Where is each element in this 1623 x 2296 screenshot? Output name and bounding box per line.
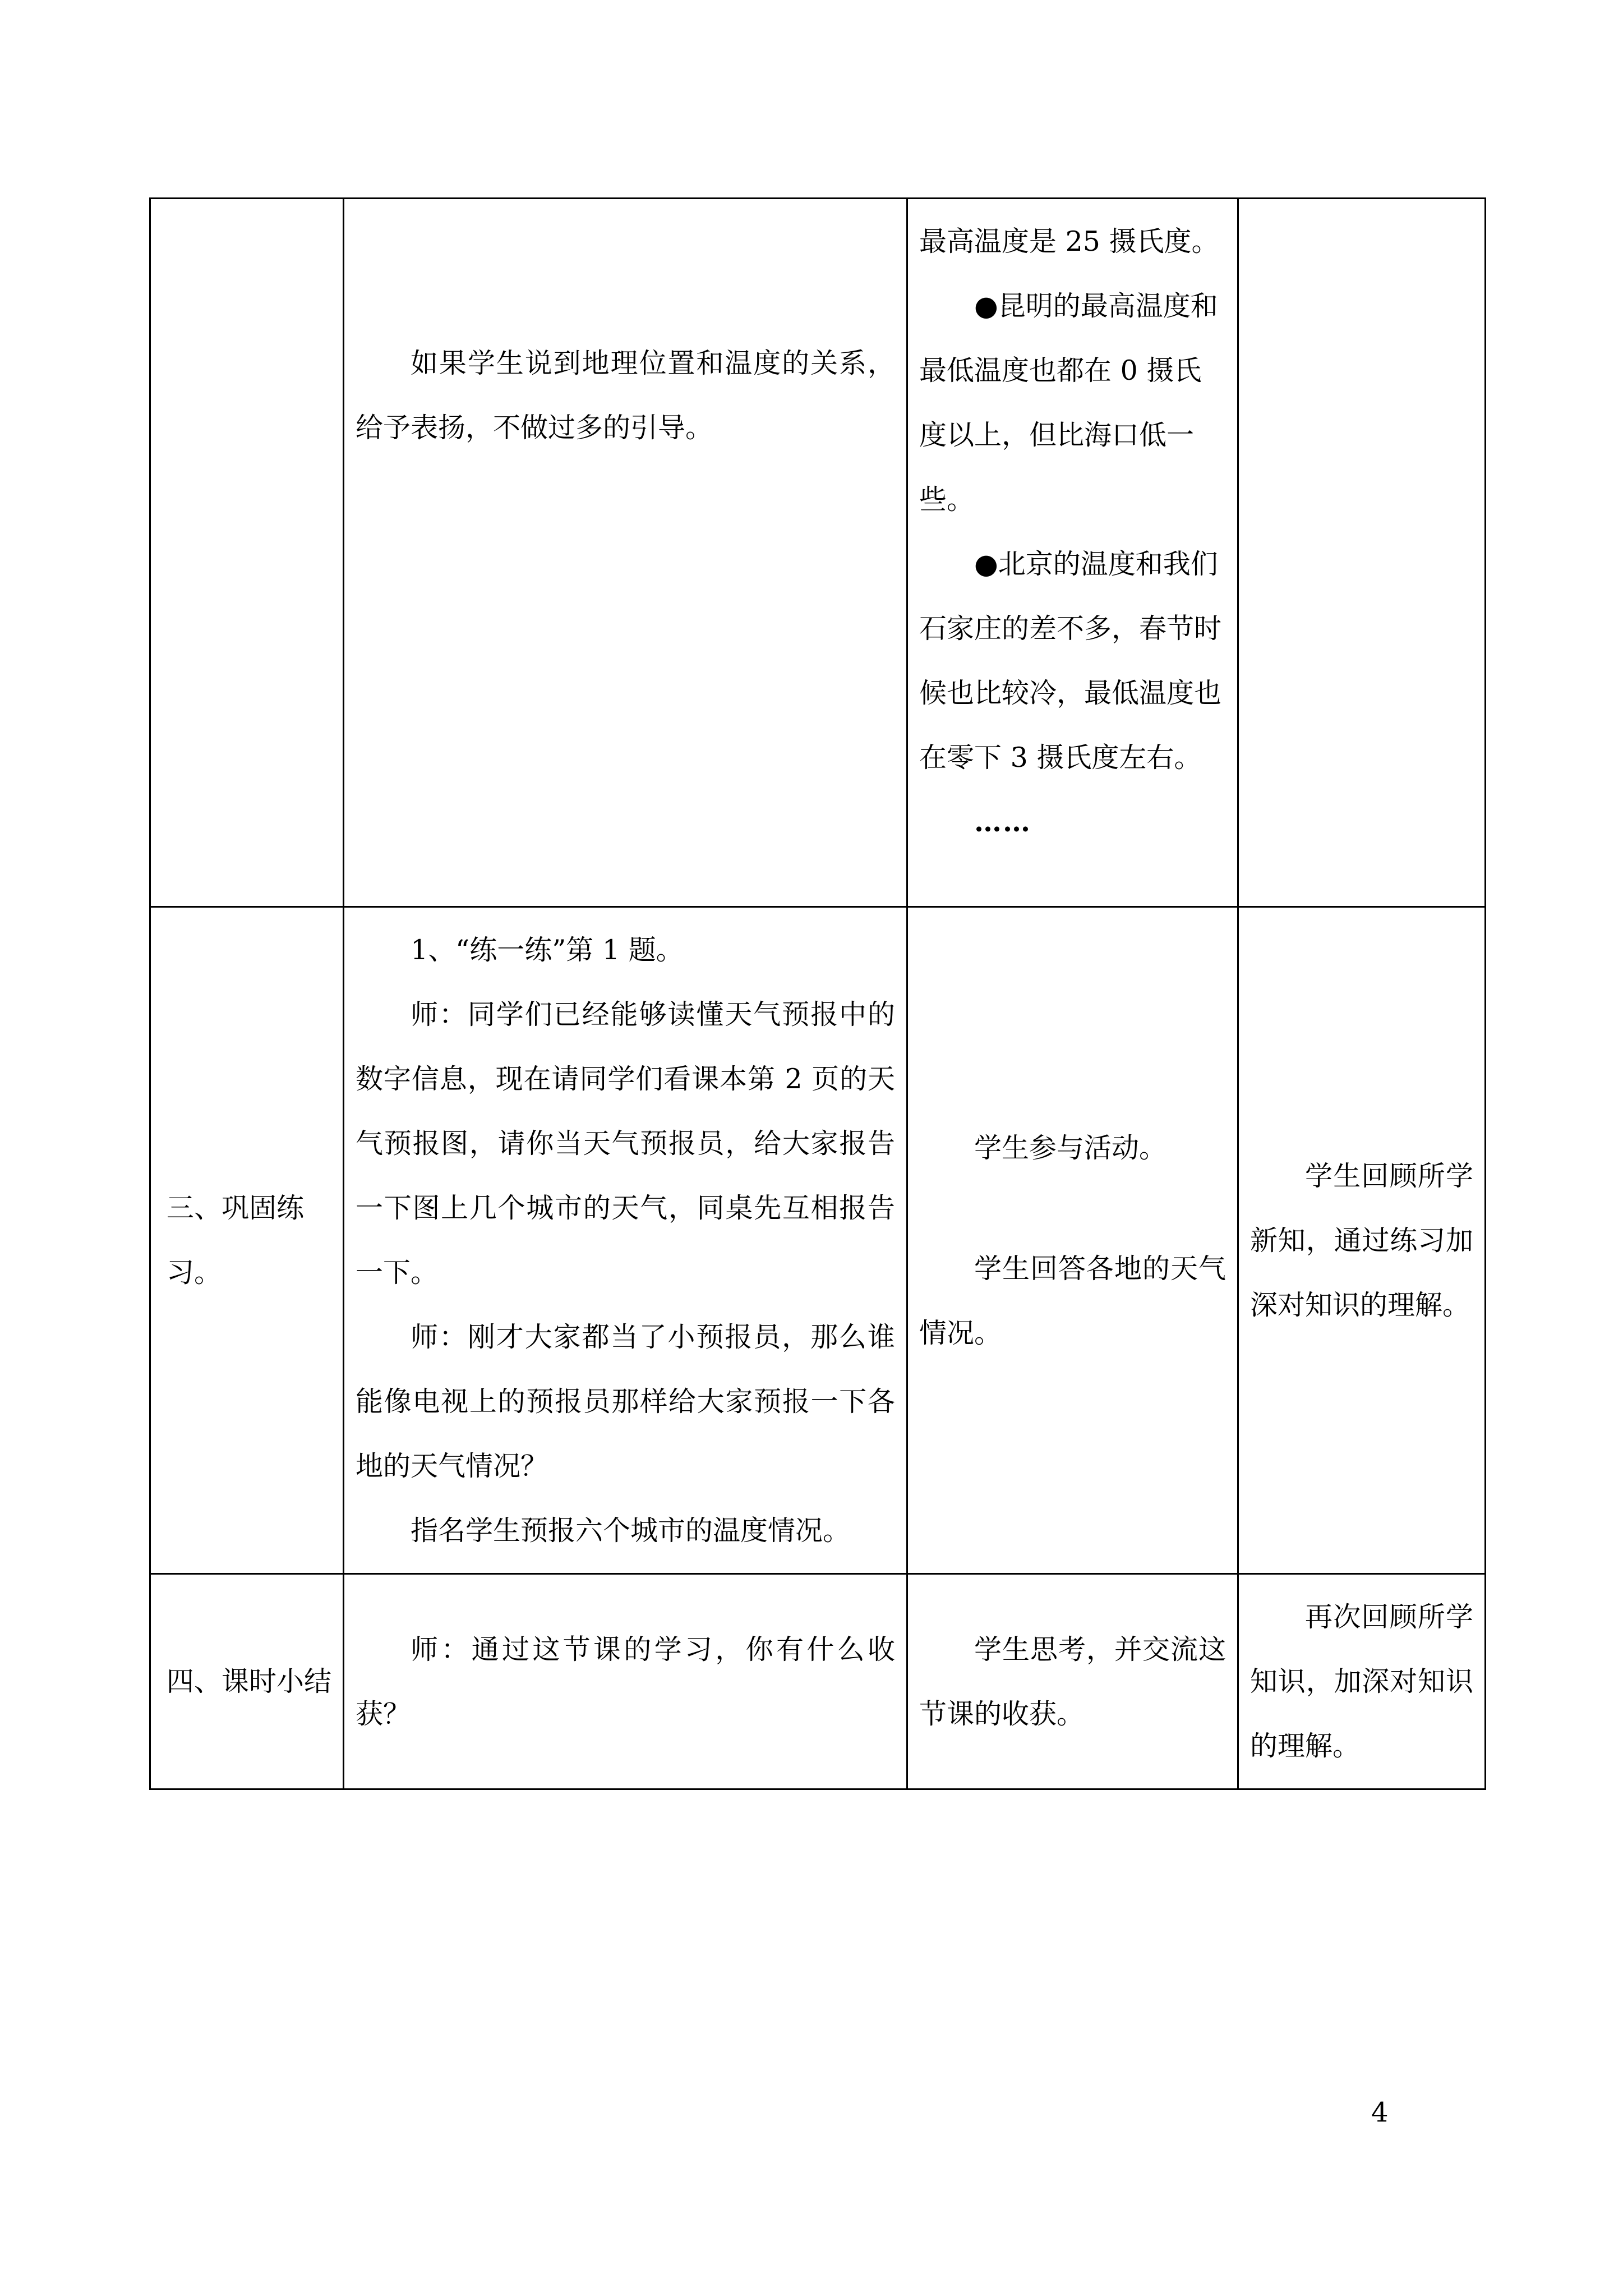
section-label: 四、课时小结 <box>167 1665 332 1697</box>
table-row <box>150 907 1486 1574</box>
teacher-paragraph: 师：通过这节课的学习，你有什么收获？ <box>356 1633 895 1730</box>
teacher-activity-cell <box>344 1574 907 1789</box>
intent-text: 再次回顾所学知识，加深对知识的理解。 <box>1250 1601 1473 1762</box>
teacher-paragraph: 如果学生说到地理位置和温度的关系，给予表扬，不做过多的引导。 <box>356 347 895 444</box>
spacer <box>919 1180 1226 1236</box>
teacher-paragraph: 指名学生预报六个城市的温度情况。 <box>411 1515 851 1547</box>
intent-text: 学生回顾所学新知，通过练习加深对知识的理解。 <box>1250 1159 1473 1321</box>
teacher-paragraph: 师：刚才大家都当了小预报员，那么谁能像电视上的预报员那样给大家预报一下各地的天气情况？ <box>356 1321 895 1482</box>
student-activity-cell <box>907 907 1238 1574</box>
teacher-paragraph: 师：同学们已经能够读懂天气预报中的数字信息，现在请同学们看课本第 2 页的天气预报图，请你当天气预报员，给大家报告一下图上几个城市的天气，同桌先互相报告一下。 <box>356 999 895 1289</box>
page-number: 4 <box>1371 2097 1389 2128</box>
student-line: 最高温度是 25 摄氏度。 <box>919 226 1219 257</box>
student-line: 学生思考，并交流这节课的收获。 <box>919 1633 1226 1730</box>
teacher-activity-cell <box>344 907 907 1574</box>
design-intent-cell <box>1238 199 1486 907</box>
student-line: 学生回答各地的天气情况。 <box>919 1252 1226 1349</box>
student-activity-cell <box>907 1574 1238 1789</box>
table-row <box>150 199 1486 907</box>
lesson-plan-table <box>149 197 1486 1790</box>
teacher-paragraph: 1、“练一练”第 1 题。 <box>411 934 684 966</box>
section-cell <box>150 199 344 907</box>
design-intent-cell <box>1238 1574 1486 1789</box>
design-intent-cell <box>1238 907 1486 1574</box>
student-activity-cell <box>907 199 1238 907</box>
section-cell <box>150 1574 344 1789</box>
student-bullet: ●昆明的最高温度和最低温度也都在 0 摄氏度以上，但比海口低一些。 <box>919 290 1218 516</box>
student-bullet: ●北京的温度和我们石家庄的差不多，春节时候也比较冷，最低温度也在零下 3 摄氏度左右。 <box>919 548 1222 774</box>
section-label: 三、巩固练习。 <box>167 1192 305 1289</box>
ellipsis-text: …… <box>974 806 1031 838</box>
table-row <box>150 1574 1486 1789</box>
section-cell <box>150 907 344 1574</box>
student-line: 学生参与活动。 <box>974 1131 1167 1164</box>
teacher-activity-cell <box>344 199 907 907</box>
